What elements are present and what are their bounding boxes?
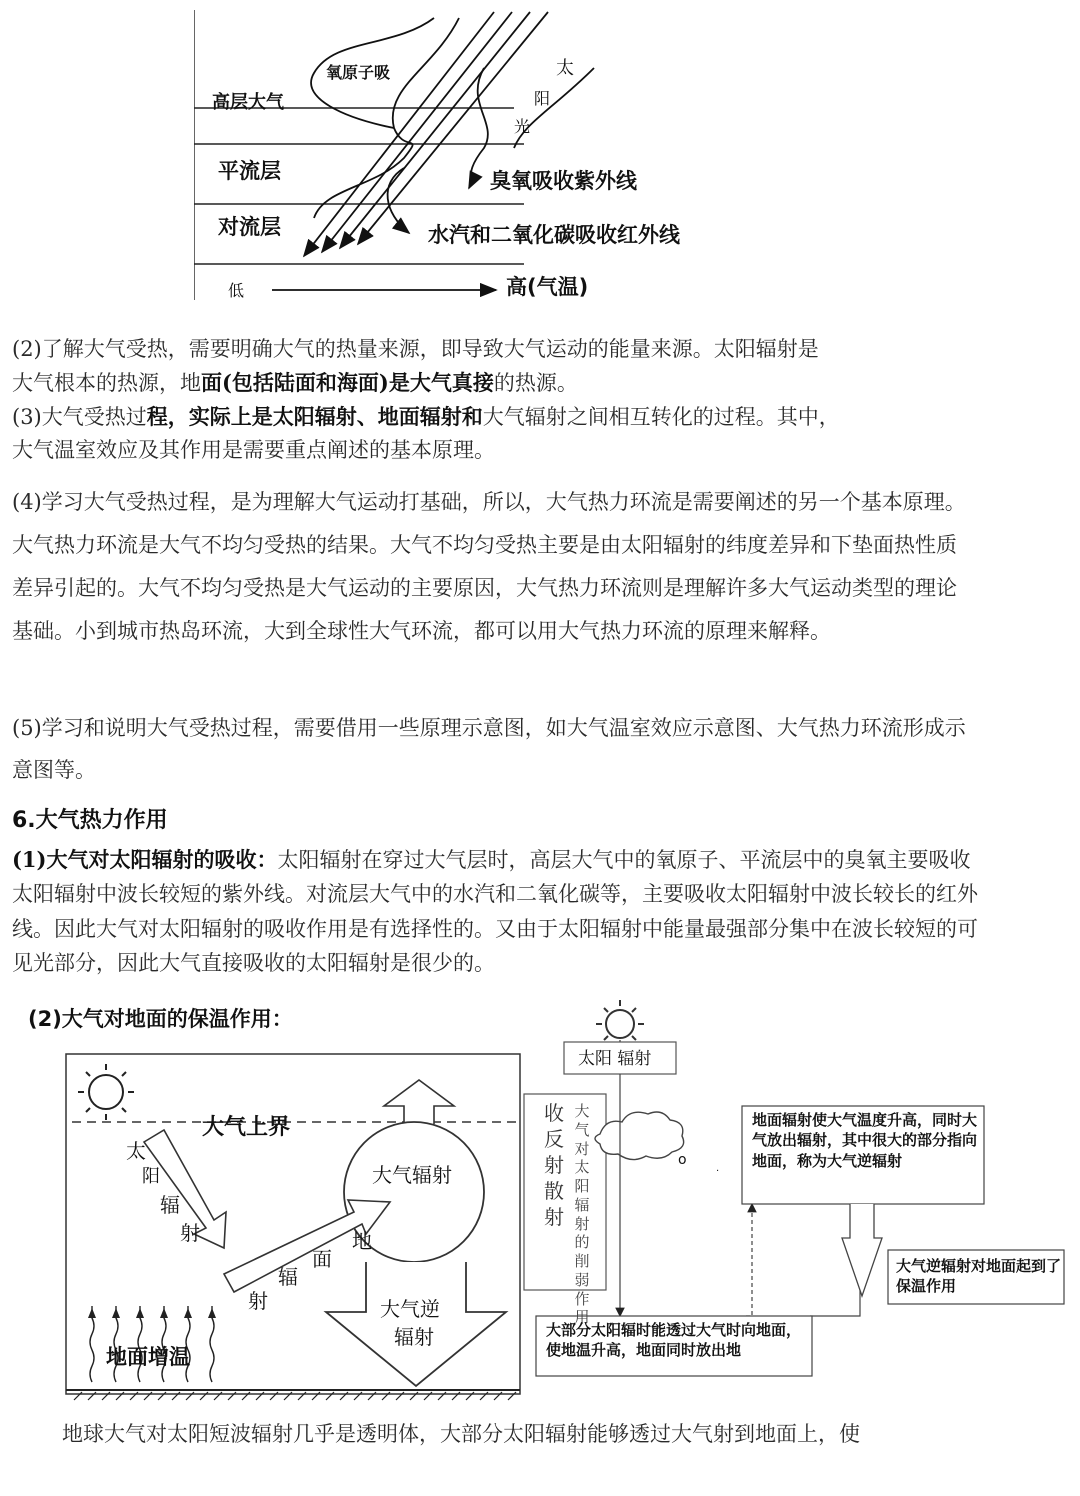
- sub1-text: 太阳辐射在穿过大气层时，高层大气中的氧原子、平流层中的臭氧主要吸收太阳辐射中波长较短的紫外线。对流层大气中的水汽和二氧化碳等，主要吸收太阳辐射中波长较长的红外线。因此大气对太阳辐射的吸收作用是有选择性的。又由于太阳辐射中能量最强部分集中在波长较短的可见光部分，因此大气直接吸收的太阳辐射是很少的。: [12, 848, 978, 976]
- bottom-paragraph: 地球大气对太阳短波辐射几乎是透明体，大部分太阳辐射能够透过大气射到地面上，使: [62, 1422, 860, 1446]
- label-sunlight-1: 太: [556, 58, 574, 79]
- section-6-sub1: [12, 843, 987, 981]
- label-solar-3: 辐: [160, 1193, 180, 1217]
- label-upper-boundary: 大气上界: [202, 1115, 291, 1140]
- p3-text-b: 大气辐射之间相互转化的过程。其中，: [482, 405, 840, 429]
- label-solar-4: 射: [180, 1221, 200, 1245]
- label-stratosphere: 平流层: [218, 159, 281, 183]
- label-atm-radiation: 大气辐射: [372, 1163, 452, 1187]
- cloud-icon: [595, 1112, 684, 1160]
- p3-bold: 程，实际上是太阳辐射、地面辐射和: [146, 404, 483, 429]
- label-counter-rad-1: 大气逆: [380, 1297, 440, 1321]
- section-6-title: 6.大气热力作用: [12, 808, 168, 833]
- label-ground-rad-4: 地: [352, 1229, 372, 1253]
- box-atm-counter-radiation: 地面辐射使大气温度升高，同时大气放出辐射，其中很大的部分指向地面，称为大气逆辐射: [752, 1111, 978, 1170]
- label-vapor-co2-ir: 水汽和二氧化碳吸收红外线: [428, 223, 680, 247]
- label-solar-1: 太: [126, 1139, 146, 1163]
- label-ground-warming: 地面增温: [106, 1345, 190, 1369]
- label-ground-rad-1: 射: [248, 1289, 268, 1313]
- label-counter-rad-2: 辐射: [394, 1325, 434, 1349]
- p3-text-c: 大气温室效应及其作用是需要重点阐述的基本原理。: [12, 438, 495, 463]
- scatter-char-3: 射: [544, 1153, 564, 1177]
- scatter-char-2: 反: [544, 1127, 564, 1151]
- paragraph-2: [12, 333, 992, 400]
- p4-text: (4)学习大气受热过程，是为理解大气运动打基础，所以，大气热力环流是需要阐述的另一个基本原理。大气热力环流是大气不均匀受热的结果。大气不均匀受热主要是由太阳辐射的纬度差异和下垫面热性质差异引起的。大气不均匀受热是大气运动的主要原因，大气热力环流则是理解许多大气运动类型的理论基础。小到城市热岛环流，大到全球性大气环流，都可以用大气热力环流的原理来解释。: [12, 490, 966, 644]
- label-sunlight-3: 光: [514, 117, 531, 136]
- label-ground-rad-3: 面: [312, 1247, 332, 1271]
- section-6-sub2: (2)大气对地面的保温作用：: [28, 1007, 293, 1031]
- p3-text-a: (3)大气受热过: [12, 405, 147, 429]
- label-solar-2: 阳: [142, 1166, 160, 1187]
- paragraph-3: [12, 400, 992, 467]
- sun-icon: [78, 1064, 134, 1120]
- p2-bold: 面(包括陆面和海面)是大气真接: [201, 370, 494, 396]
- label-sunlight-2: 阳: [534, 89, 551, 108]
- p2-text-a: (2)了解大气受热，需要明确大气的热量来源，即导致大气运动的能量来源。太阳辐射是: [12, 337, 819, 361]
- scatter-char-1: 收: [544, 1101, 564, 1125]
- label-ozone-uv: 臭氧吸收紫外线: [490, 169, 637, 193]
- label-dot-2: ·: [716, 1166, 720, 1177]
- label-ground-rad-2: 辐: [278, 1265, 298, 1289]
- label-scatter-col: [543, 1100, 565, 1230]
- label-solar-box: 太阳 辐射: [578, 1049, 652, 1069]
- label-oxygen-absorb: 氧原子吸: [326, 63, 391, 82]
- label-dot: o: [678, 1152, 687, 1168]
- sun-icon: [596, 1000, 644, 1040]
- atmosphere-absorption-figure: [194, 8, 714, 300]
- label-high-atmosphere: 高层大气: [212, 92, 284, 113]
- scatter-char-5: 射: [544, 1205, 564, 1229]
- greenhouse-diagram: [64, 1052, 524, 1402]
- label-troposphere: 对流层: [218, 215, 281, 239]
- p2-text-b: 大气根本的热源，地: [12, 371, 201, 396]
- box-insulation-effect: 大气逆辐射对地面起到了保温作用: [896, 1257, 1062, 1296]
- p2-text-c: 的热源。: [493, 371, 578, 396]
- p5-text: (5)学习和说明大气受热过程，需要借用一些原理示意图，如大气温室效应示意图、大气热力环流形成示意图等。: [12, 716, 966, 782]
- radiation-flow-diagram: [520, 998, 1080, 1382]
- paragraph-5: [12, 707, 977, 791]
- scatter-char-4: 散: [544, 1179, 564, 1203]
- paragraph-4: [12, 481, 977, 653]
- sub1-label: (1)大气对太阳辐射的吸收：: [12, 847, 278, 872]
- label-weakening: 大气对太阳辐射的削弱作用: [574, 1102, 590, 1327]
- label-low: 低: [228, 281, 245, 300]
- label-high-temp: 高(气温): [506, 275, 589, 299]
- box-solar-through: 大部分太阳辐时能透过大气时向地面，使地温升高，地面同时放出地: [546, 1321, 802, 1360]
